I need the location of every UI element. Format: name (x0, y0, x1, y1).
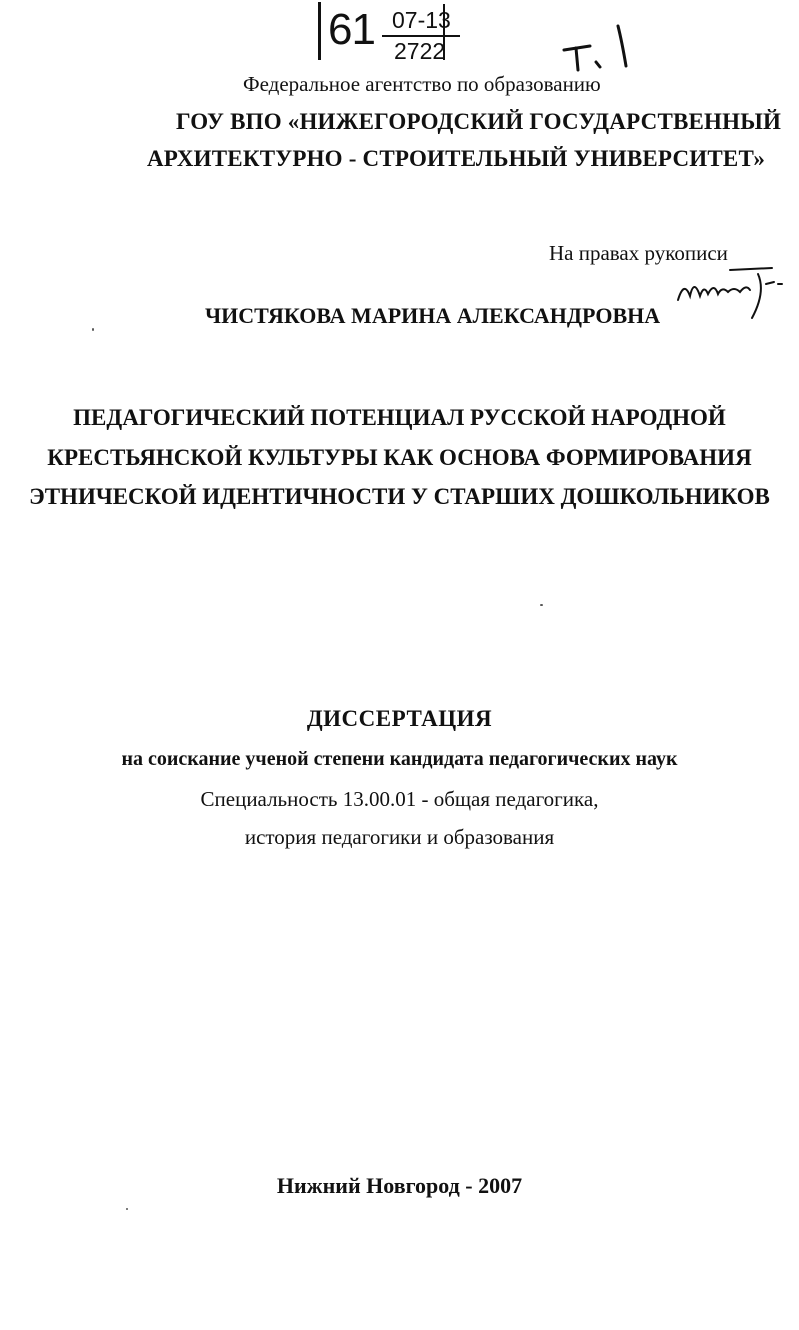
degree-line: на соискание ученой степени кандидата педагогических наук (121, 748, 678, 770)
scan-speck (92, 328, 94, 331)
thesis-title-line2: КРЕСТЬЯНСКОЙ КУЛЬТУРЫ КАК ОСНОВА ФОРМИРОВАНИЯ (47, 445, 752, 470)
stamp-prefix: 61 (328, 5, 375, 54)
thesis-title-line3: ЭТНИЧЕСКОЙ ИДЕНТИЧНОСТИ У СТАРШИХ ДОШКОЛЬНИКОВ (29, 484, 770, 509)
agency-name: Федеральное агентство по образованию (243, 72, 601, 96)
document-type: ДИССЕРТАЦИЯ (306, 706, 493, 731)
handwritten-volume-mark (560, 22, 640, 72)
author-name: ЧИСТЯКОВА МАРИНА АЛЕКСАНДРОВНА (205, 303, 661, 328)
specialty-line1: Специальность 13.00.01 - общая педагогика, (200, 787, 599, 811)
specialty-line2: история педагогики и образования (244, 825, 555, 849)
stamp-bar-left (318, 2, 321, 60)
scan-speck (540, 604, 543, 606)
place-year: Нижний Новгород - 2007 (276, 1173, 523, 1198)
author-signature (670, 262, 795, 324)
university-name-line1: ГОУ ВПО «НИЖЕГОРОДСКИЙ ГОСУДАРСТВЕННЫЙ (176, 109, 782, 134)
thesis-title-line1: ПЕДАГОГИЧЕСКИЙ ПОТЕНЦИАЛ РУССКОЙ НАРОДНОЙ (73, 405, 726, 430)
stamp-fraction-line (382, 35, 460, 37)
stamp-denominator: 2722 (394, 38, 446, 64)
stamp-numerator: 07-13 (392, 7, 451, 33)
university-name-line2: АРХИТЕКТУРНО - СТРОИТЕЛЬНЫЙ УНИВЕРСИТЕТ» (147, 146, 766, 171)
manuscript-note: На правах рукописи (549, 241, 728, 265)
scan-speck (126, 1208, 128, 1210)
